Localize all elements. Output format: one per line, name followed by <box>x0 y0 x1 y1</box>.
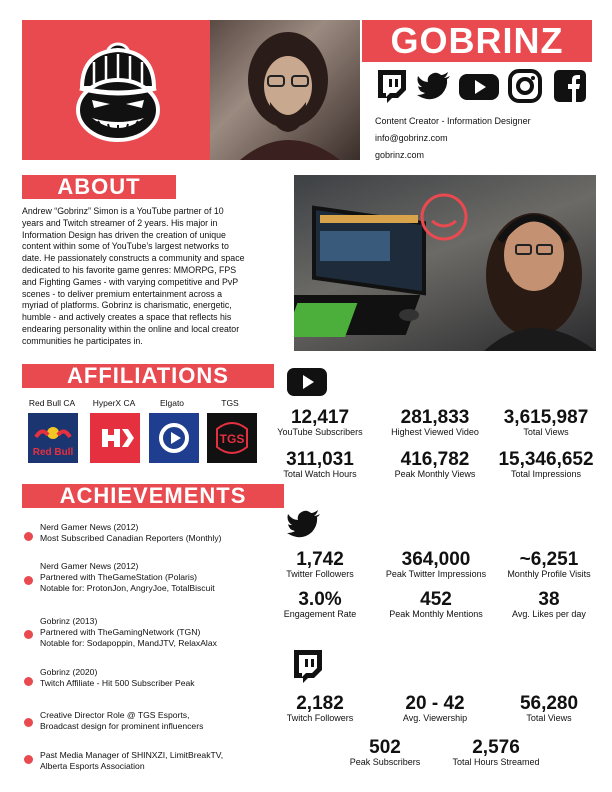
about-line: dedicated to his favorite game genres: MMORPG, FPS <box>22 264 237 275</box>
hyperx-logo[interactable] <box>90 413 140 463</box>
about-line: content within some of YouTube’s largest networks to <box>22 241 229 252</box>
about-body <box>22 206 290 348</box>
youtube-stat-value: 281,833 <box>400 407 470 428</box>
twitter-stat-label: Peak Monthly Mentions <box>389 609 483 619</box>
twitter-stat-label: Peak Twitter Impressions <box>385 569 487 579</box>
twitch-stat-label: Peak Subscribers <box>349 757 421 767</box>
achievements-title: ACHIEVEMENTS <box>59 483 247 508</box>
twitter-stat-label: Avg. Likes per day <box>512 609 586 619</box>
about-line: date. He passionately constructs a community and space <box>22 253 245 264</box>
achievement-item: Creative Director Role @ TGS Esports, Broadcast design for prominent influencers <box>40 710 204 731</box>
affiliations-title: AFFILIATIONS <box>67 363 229 388</box>
youtube-stat-value: 3,615,987 <box>503 407 589 428</box>
about-line: years and Twitch streamer of 2 years. His major in <box>22 217 218 228</box>
facebook-icon[interactable] <box>552 68 588 104</box>
twitch-section-icon <box>290 648 326 684</box>
about-line: humble - and actively creates a space that reflects his <box>22 312 232 323</box>
mascot-logo <box>58 28 178 148</box>
twitch-stat-label: Avg. Viewership <box>402 713 468 723</box>
twitter-stat-value: 1,742 <box>296 549 344 570</box>
affiliation-label: TGS <box>221 398 239 408</box>
about-title: ABOUT <box>57 174 141 199</box>
youtube-stat-label: Peak Monthly Views <box>394 469 476 479</box>
about-line: communities he participates in. <box>22 335 143 346</box>
about-line: Information Design has driven the creation of unique <box>22 229 226 240</box>
about-line: myriad of platforms. Gobrinz is charismatic, energetic, <box>22 300 232 311</box>
twitch-stat-value: 56,280 <box>519 693 579 714</box>
youtube-stat-label: Total Views <box>523 427 569 437</box>
twitch-stat-label: Total Hours Streamed <box>452 757 540 767</box>
youtube-stat-label: YouTube Subscribers <box>277 427 363 437</box>
redbull-logo[interactable] <box>28 413 78 463</box>
contact-role: Content Creator - Information Designer <box>375 116 531 126</box>
affiliation-label: Elgato <box>159 398 185 408</box>
redbull-logo-text: Red Bull <box>32 447 74 458</box>
twitch-icon[interactable] <box>374 68 410 104</box>
twitter-stat-value: 38 <box>538 589 560 610</box>
creator-name: GOBRINZ <box>390 20 564 61</box>
twitter-stat-value: ~6,251 <box>519 549 579 570</box>
profile-photo <box>210 20 360 160</box>
twitch-stat-value: 20 - 42 <box>405 693 465 714</box>
twitch-stat-value: 2,576 <box>472 737 520 758</box>
twitter-stat-label: Engagement Rate <box>283 609 357 619</box>
twitter-stat-value: 452 <box>420 589 452 610</box>
contact-email[interactable]: info@gobrinz.com <box>375 133 448 143</box>
about-line: scenes - to deliver premium entertainment across a <box>22 288 222 299</box>
affiliation-label: Red Bull CA <box>28 398 76 408</box>
twitter-stat-value: 3.0% <box>298 589 342 610</box>
achievement-bullet <box>24 576 33 585</box>
youtube-stat-value: 15,346,652 <box>498 449 594 470</box>
contact-website[interactable]: gobrinz.com <box>375 150 425 160</box>
youtube-stat-label: Total Watch Hours <box>283 469 357 479</box>
tgs-logo-text: TGS <box>219 432 245 446</box>
instagram-icon[interactable] <box>507 68 543 104</box>
achievement-item: Gobrinz (2013) Partnered with TheGamingNetwork (TGN) Notable for: Sodapoppin, MandJTV, RelaxAlax <box>40 616 217 648</box>
youtube-stat-label: Highest Viewed Video <box>391 427 479 437</box>
twitter-stat-label: Monthly Profile Visits <box>507 569 591 579</box>
youtube-stat-value: 311,031 <box>286 449 354 470</box>
streaming-setup-photo <box>294 175 596 351</box>
tgs-logo[interactable] <box>207 413 257 463</box>
twitch-stat-label: Total Views <box>526 713 572 723</box>
twitter-icon[interactable] <box>416 68 452 104</box>
twitter-stat-value: 364,000 <box>401 549 471 570</box>
youtube-section-icon <box>286 366 328 398</box>
achievement-bullet <box>24 677 33 686</box>
affiliation-label: HyperX CA <box>92 398 136 408</box>
youtube-stat-value: 416,782 <box>400 449 470 470</box>
about-line: and Fighting Games - with varying competitive and PvP <box>22 276 239 287</box>
achievement-bullet <box>24 532 33 541</box>
about-line: endearing personality within the online and local creator <box>22 323 240 334</box>
youtube-stat-value: 12,417 <box>290 407 350 428</box>
achievement-bullet <box>24 755 33 764</box>
youtube-icon[interactable] <box>458 68 500 104</box>
twitch-stat-label: Twitch Followers <box>286 713 354 723</box>
twitch-stat-value: 2,182 <box>296 693 344 714</box>
about-line: Andrew “Gobrinz” Simon is a YouTube partner of 10 <box>22 206 224 216</box>
elgato-logo[interactable] <box>149 413 199 463</box>
twitter-stat-label: Twitter Followers <box>286 569 354 579</box>
achievement-item: Nerd Gamer News (2012) Most Subscribed Canadian Reporters (Monthly) <box>40 522 222 543</box>
achievement-item: Gobrinz (2020) Twitch Affiliate - Hit 500 Subscriber Peak <box>40 667 195 688</box>
achievement-bullet <box>24 630 33 639</box>
achievement-item: Nerd Gamer News (2012) Partnered with TheGameStation (Polaris) Notable for: ProtonJon, AngryJoe, TotalBiscuit <box>40 561 215 593</box>
twitter-section-icon <box>286 508 322 540</box>
youtube-stat-label: Total Impressions <box>510 469 582 479</box>
achievement-bullet <box>24 718 33 727</box>
twitch-stat-value: 502 <box>369 737 401 758</box>
achievement-item: Past Media Manager of SHINXZI, LimitBreakTV, Alberta Esports Association <box>40 750 224 771</box>
